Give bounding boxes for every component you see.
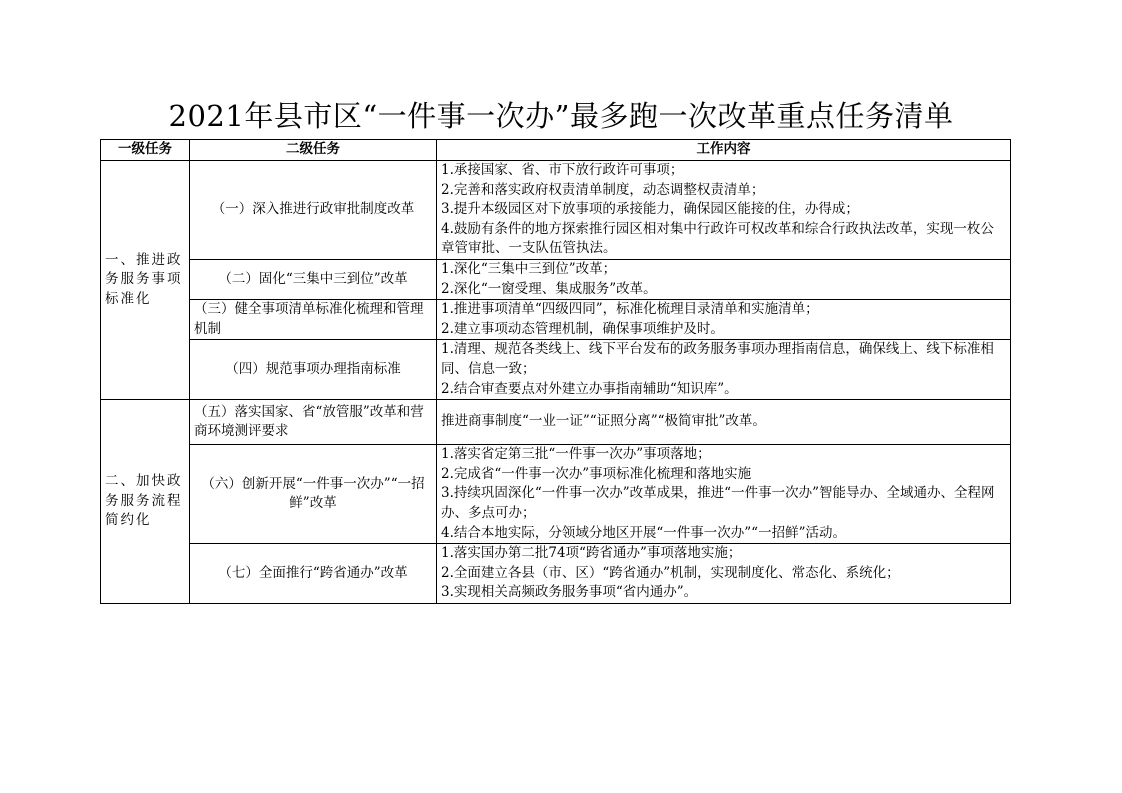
level2-task-7: （七）全面推行“跨省通办”改革	[190, 544, 437, 604]
level2-task-4: （四）规范事项办理指南标准	[190, 340, 437, 400]
content-cell-2	[437, 259, 1011, 299]
table-row	[101, 259, 1011, 299]
header-content: 工作内容	[437, 140, 1011, 161]
content-item: 3.提升本级园区对下放事项的承接能力，确保园区能接的住，办得成；	[441, 201, 859, 218]
content-item: 3.实现相关高频政务服务事项“省内通办”。	[441, 584, 698, 601]
content-item: 4.鼓励有条件的地方探索推行园区相对集中行政许可权改革和综合行政执法改革，实现一枚公章管审批、一支队伍管执法。	[441, 220, 994, 257]
content-item: 4.结合本地实际，分领域分地区开展“一件事一次办”“一招鲜”活动。	[441, 524, 846, 541]
level2-task-1: （一）深入推进行政审批制度改革	[190, 161, 437, 260]
level2-task-5: （五）落实国家、省“放管服”改革和营商环境测评要求	[190, 400, 437, 445]
content-item: 推进商事制度“一业一证”“证照分离”“极简审批”改革。	[441, 413, 766, 430]
level1-task-1: 一、推进政务服务事项标准化	[101, 161, 190, 400]
level2-task-3: （三）健全事项清单标准化梳理和管理机制	[190, 300, 437, 340]
content-cell-7	[437, 544, 1011, 604]
content-cell-1	[437, 161, 1011, 260]
content-item: 2.深化“一窗受理、集成服务”改革。	[441, 280, 657, 297]
content-item: 2.全面建立各县（市、区）“跨省通办”机制，实现制度化、常态化、系统化；	[441, 564, 900, 581]
content-item: 2.完善和落实政府权责清单制度，动态调整权责清单；	[441, 181, 765, 198]
level1-task-2: 二、加快政务服务流程简约化	[101, 400, 190, 604]
task-table	[100, 139, 1011, 604]
content-cell-5	[437, 400, 1011, 445]
table-row	[101, 161, 1011, 260]
table-row	[101, 544, 1011, 604]
content-cell-4	[437, 340, 1011, 400]
content-item: 1.深化“三集中三到位”改革；	[441, 260, 617, 277]
content-item: 1.落实国办第二批74项“跨省通办”事项落地实施；	[441, 545, 742, 562]
content-item: 2.结合审查要点对外建立办事指南辅助“知识库”。	[441, 380, 738, 397]
level2-task-6: （六）创新开展“一件事一次办”“一招鲜”改革	[190, 445, 437, 544]
content-item: 1.清理、规范各类线上、线下平台发布的政务服务事项办理指南信息，确保线上、线下标准相同、信息一致；	[441, 341, 994, 377]
content-item: 1.推进事项清单“四级四同”，标准化梳理目录清单和实施清单；	[441, 301, 819, 318]
content-cell-3	[437, 300, 1011, 340]
table-header-row	[101, 140, 1011, 161]
content-item: 1.承接国家、省、市下放行政许可事项；	[441, 162, 684, 178]
document-title: 2021年县市区“一件事一次办”最多跑一次改革重点任务清单	[168, 99, 954, 133]
content-item: 1.落实省定第三批“一件事一次办”事项落地；	[441, 446, 711, 463]
level2-task-2: （二）固化“三集中三到位”改革	[190, 259, 437, 299]
header-level1: 一级任务	[101, 140, 190, 161]
content-cell-6	[437, 445, 1011, 544]
header-level2: 二级任务	[190, 140, 437, 161]
content-item: 3.持续巩固深化“一件事一次办”改革成果，推进“一件事一次办”智能导办、全域通办、全程网办、多点可办；	[441, 485, 995, 521]
content-item: 2.建立事项动态管理机制，确保事项维护及时。	[441, 320, 724, 337]
table-row	[101, 400, 1011, 445]
table-row	[101, 445, 1011, 544]
table-row	[101, 340, 1011, 400]
table-row	[101, 300, 1011, 340]
content-item: 2.完成省“一件事一次办”事项标准化梳理和落地实施	[441, 465, 752, 482]
